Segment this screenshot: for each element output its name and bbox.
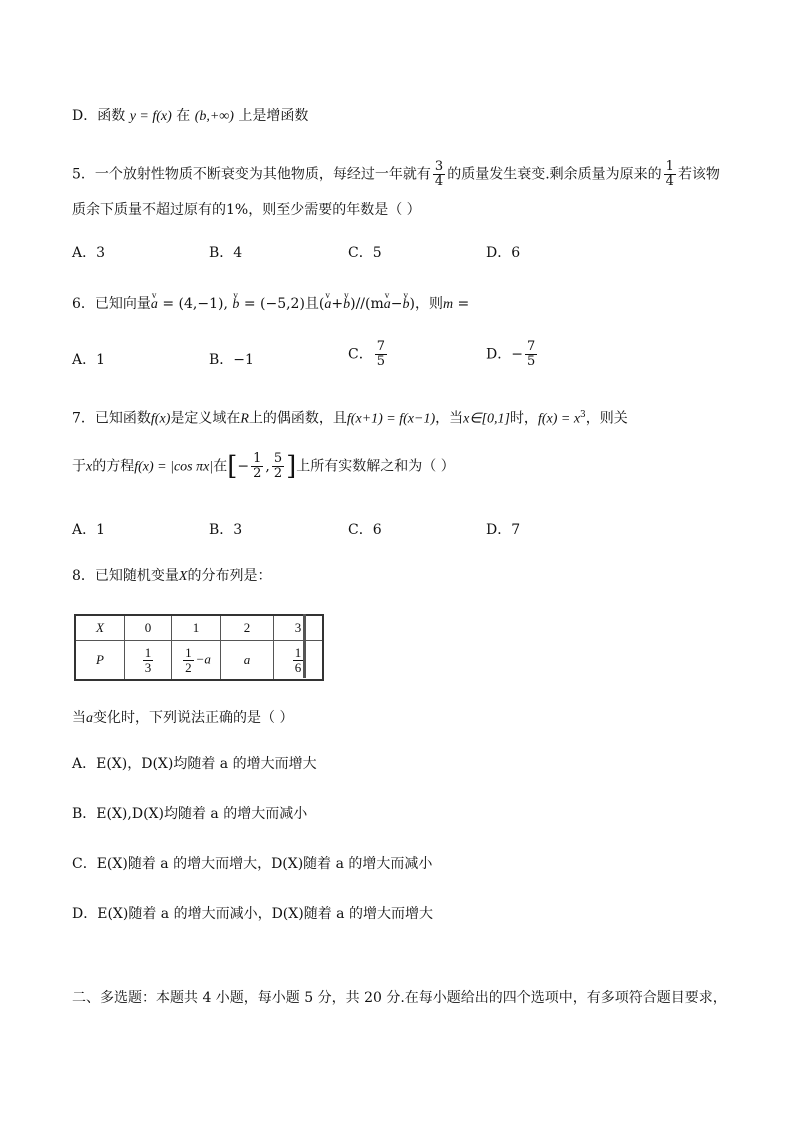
q8-option-a: A．E(X)，D(X)均随着 a 的增大而增大 [72, 756, 317, 772]
vector-b: v b [232, 295, 239, 315]
q8-option-d: D．E(X)随着 a 的增大而减小，D(X)随着 a 的增大而增大 [72, 906, 433, 922]
section-heading-multiple-choice: 二、多选题：本题共 4 小题，每小题 5 分，共 20 分.在每小题给出的四个选项中，有多项符合题目要求， [72, 990, 727, 1006]
table-header: 3 [274, 615, 324, 641]
table-cell: $\frac{1}{2}$ −a [172, 641, 221, 681]
question-8-prompt: 当a变化时，下列说法正确的是（ ） [72, 710, 294, 726]
q7-option-c: C．6 [348, 522, 382, 538]
distribution-table [74, 614, 324, 681]
q5-option-b: B．4 [209, 245, 243, 261]
q5-option-c: C．5 [348, 245, 382, 261]
q6-option-a: A．1 [72, 352, 106, 368]
table-cell: $\frac{1}{6}$ [274, 641, 324, 681]
question-5-line2: 质余下质量不超过原有的1%，则至少需要的年数是（ ） [72, 202, 421, 218]
fraction: $\frac{1}{4}$ [665, 159, 674, 189]
q8-option-c: C．E(X)随着 a 的增大而增大，D(X)随着 a 的增大而减小 [72, 856, 433, 872]
table-header: 1 [172, 615, 221, 641]
prev-option-d: D．函数 y = f(x) 在 (b,+∞) 上是增函数 [72, 108, 309, 124]
fraction: $\frac{3}{4}$ [434, 159, 444, 189]
fraction: $\frac{5}{2}$ [273, 451, 283, 481]
table-cell: P [75, 641, 125, 681]
question-7-line1: 7．已知函数f(x)是定义域在R上的偶函数，且f(x+1) = f(x−1)，当x∈[0,1]时，$f(x) = x^3$，则关 [72, 410, 628, 427]
q6-option-c: C． $\frac{7}{5}$ [348, 339, 385, 369]
q6-option-d: D．− $\frac{7}{5}$ [486, 339, 536, 369]
fraction: $\frac{7}{5}$ [526, 339, 536, 369]
table-cell: a [221, 641, 274, 681]
table-shadow [303, 614, 306, 678]
q7-option-a: A．1 [72, 522, 106, 538]
question-7-line2: 于x的方程f(x) = |cos πx|在[− $\frac{1}{2}$ , $\frac{5}{2}$ ]上所有实数解之和为（ ） [72, 451, 455, 482]
table-header: 2 [221, 615, 274, 641]
fraction: $\frac{7}{5}$ [376, 339, 385, 369]
question-5-line1: 5．一个放射性物质不断衰变为其他物质，每经过一年就有 $\frac{3}{4}$ 的质量发生衰变.剩余质量为原来的 $\frac{1}{4}$ 若该物 [72, 159, 720, 189]
vector-a: v a [151, 295, 158, 315]
q7-option-b: B．3 [209, 522, 243, 538]
question-6: 6．已知向量v a = (4,−1), v b = (−5,2)且(v a+v b)//(mv a−v b)，则m = [72, 294, 469, 315]
table-header: 0 [125, 615, 172, 641]
q8-option-b: B．E(X),D(X)均随着 a 的增大而减小 [72, 806, 308, 822]
table-cell: $\frac{1}{3}$ [125, 641, 172, 681]
table-header: X [75, 615, 125, 641]
question-8: 8．已知随机变量X的分布列是： [72, 568, 272, 584]
fraction: $\frac{1}{2}$ [253, 451, 262, 481]
q6-option-b: B．−1 [209, 352, 254, 368]
q7-option-d: D．7 [486, 522, 521, 538]
q5-option-a: A．3 [72, 245, 106, 261]
q5-option-d: D．6 [486, 245, 521, 261]
